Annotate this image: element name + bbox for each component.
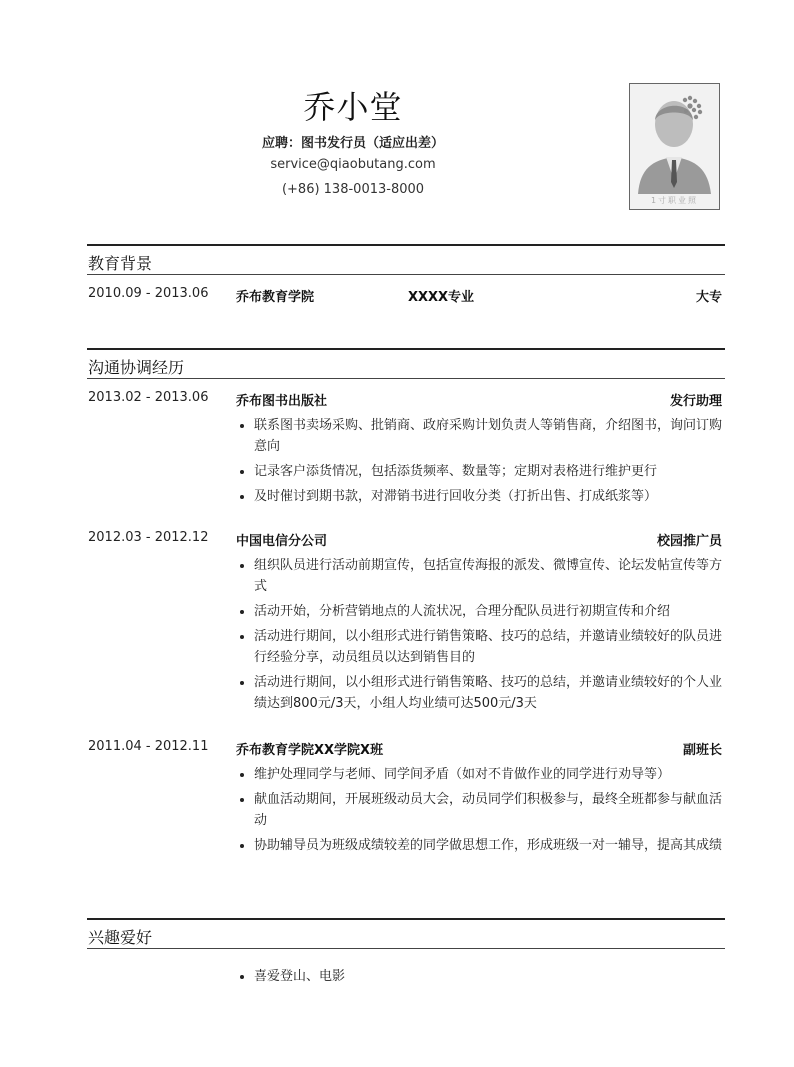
entry-row xyxy=(87,739,725,759)
section-title: 兴趣爱好 xyxy=(88,928,153,947)
list-item: 组织队员进行活动前期宣传，包括宣传海报的派发、微博宣传、论坛发帖宣传等方式 xyxy=(236,555,724,597)
list-item: 喜爱登山、电影 xyxy=(236,966,724,987)
photo-caption: 1寸职业照 xyxy=(650,196,699,205)
bullet-list xyxy=(236,555,724,718)
organization-name: 乔布教育学院XX学院X班 xyxy=(236,743,384,758)
list-item: 及时催讨到期书款，对滞销书进行回收分类（打折出售、打成纸浆等） xyxy=(236,486,724,507)
role-title: 副班长 xyxy=(682,743,722,758)
list-item: 记录客户添货情况，包括添货频率、数量等；定期对表格进行维护更行 xyxy=(236,461,724,482)
section-hobbies xyxy=(87,918,725,984)
degree: 大专 xyxy=(695,290,722,305)
entry-date: 2011.04 - 2012.11 xyxy=(88,739,209,754)
bullet-list xyxy=(236,966,724,991)
experience-entry xyxy=(87,390,725,504)
experience-entry xyxy=(87,739,725,853)
list-item: 活动进行期间，以小组形式进行销售策略、技巧的总结，并邀请业绩较好的队员进行经验分享，动员组员以达到销售目的 xyxy=(236,626,724,668)
role-title: 校园推广员 xyxy=(656,534,722,549)
education-entry xyxy=(87,286,725,306)
entry-date: 2010.09 - 2013.06 xyxy=(88,286,209,301)
list-item: 联系图书卖场采购、批销商、政府采购计划负责人等销售商，介绍图书，询问订购意向 xyxy=(236,415,724,457)
section-header xyxy=(87,348,725,379)
entry-row xyxy=(87,530,725,550)
section-education xyxy=(87,244,725,305)
profile-photo xyxy=(629,83,720,210)
applied-position: 应聘：图书发行员（适应出差） xyxy=(261,136,444,151)
section-title: 教育背景 xyxy=(88,254,153,273)
person-silhouette-icon xyxy=(630,84,719,209)
role-title: 发行助理 xyxy=(669,394,722,409)
candidate-name: 乔小堂 xyxy=(303,88,403,126)
entry-row xyxy=(87,286,725,306)
section-header xyxy=(87,918,725,949)
school-name: 乔布教育学院 xyxy=(236,290,315,305)
section-title: 沟通协调经历 xyxy=(88,358,185,377)
entry-row xyxy=(87,390,725,410)
list-item: 活动开始，分析营销地点的人流状况，合理分配队员进行初期宣传和介绍 xyxy=(236,601,724,622)
list-item: 协助辅导员为班级成绩较差的同学做思想工作，形成班级一对一辅导，提高其成绩 xyxy=(236,835,724,856)
phone-number: (+86) 138-0013-8000 xyxy=(281,182,425,197)
section-header xyxy=(87,244,725,275)
organization-name: 中国电信分公司 xyxy=(236,534,328,549)
organization-name: 乔布图书出版社 xyxy=(236,394,328,409)
experience-entry xyxy=(87,530,725,711)
bullet-list xyxy=(236,415,724,511)
section-experience xyxy=(87,348,725,853)
entry-date: 2013.02 - 2013.06 xyxy=(88,390,209,405)
bullet-list xyxy=(236,764,724,860)
email-address: service@qiaobutang.com xyxy=(270,157,436,172)
major-name: XXXX专业 xyxy=(407,290,475,305)
list-item: 献血活动期间，开展班级动员大会，动员同学们积极参与，最终全班都参与献血活动 xyxy=(236,789,724,831)
list-item: 活动进行期间，以小组形式进行销售策略、技巧的总结，并邀请业绩较好的个人业绩达到800元/3天，小组人均业绩可达500元/3天 xyxy=(236,672,724,714)
resume-header xyxy=(0,0,794,240)
entry-date: 2012.03 - 2012.12 xyxy=(88,530,209,545)
list-item: 维护处理同学与老师、同学间矛盾（如对不肯做作业的同学进行劝导等） xyxy=(236,764,724,785)
